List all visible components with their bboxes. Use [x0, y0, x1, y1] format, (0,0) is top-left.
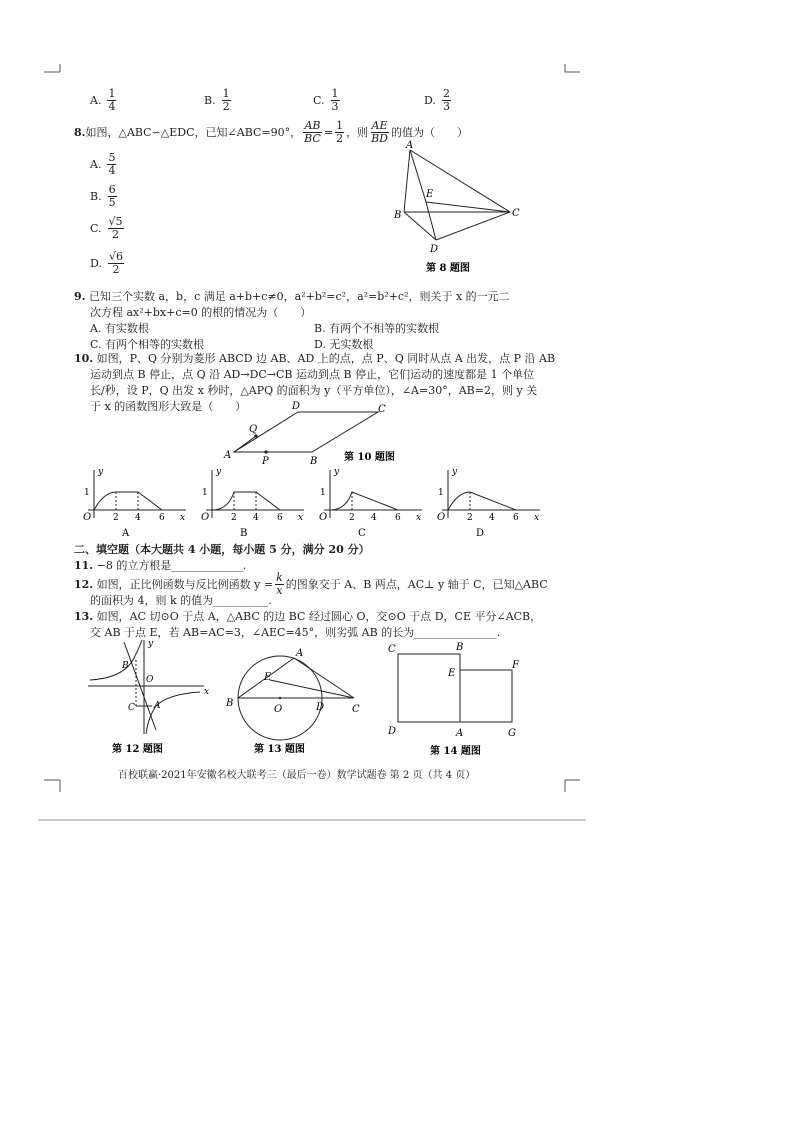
svg-text:4: 4	[489, 513, 495, 523]
svg-text:2: 2	[231, 513, 237, 523]
q9-line1: 9. 已知三个实数 a，b，c 满足 a+b+c≠0，a²+b²=c²，a²=b²+c²，则关于 x 的一元二	[74, 290, 510, 303]
q10-figure	[222, 400, 422, 470]
q12-label-o: O	[146, 675, 154, 685]
svg-text:1: 1	[202, 488, 208, 498]
q14-label-g: G	[508, 728, 516, 739]
q10-label-b: B	[310, 456, 318, 467]
q10-graph-b	[201, 467, 304, 539]
q8-option-c: C. $\frac{√5}{2}$	[90, 215, 123, 241]
q10-line2: 运动到点 B 停止，点 Q 沿 AD→DC→CB 运动到点 B 停止，它们运动的速度都是 1 个单位	[90, 368, 535, 381]
q9-option-b: B. 有两个不相等的实数根	[314, 322, 440, 335]
q8-caption: 第 8 题图	[426, 263, 470, 274]
svg-text:O: O	[201, 512, 210, 523]
q7-option-b: B. $\frac{1}{2}$	[204, 87, 230, 113]
svg-text:6: 6	[513, 513, 519, 523]
q10-caption: 第 10 题图	[344, 452, 395, 463]
q10-label-q: Q	[249, 424, 258, 435]
svg-text:x: x	[298, 513, 304, 523]
q14-label-c: C	[388, 644, 396, 655]
q12-label-b: B	[122, 661, 129, 671]
svg-text:x: x	[416, 513, 422, 523]
q14-label-e: E	[448, 668, 456, 679]
q12-label-c: C	[128, 703, 135, 713]
q10-graph-a	[83, 467, 186, 539]
q10-label-c: C	[378, 404, 386, 415]
q13-label-d: D	[316, 702, 325, 713]
svg-text:x: x	[534, 513, 540, 523]
svg-text:6: 6	[395, 513, 401, 523]
q8-option-b: B. $\frac{6}{5}$	[90, 183, 116, 209]
q9-option-c: C. 有两个相等的实数根	[90, 338, 205, 351]
svg-text:6: 6	[159, 513, 165, 523]
q13-label-c: C	[352, 704, 360, 715]
q14-label-f: F	[512, 660, 519, 671]
q10-label-p: P	[262, 456, 269, 467]
svg-text:1: 1	[320, 488, 326, 498]
svg-text:4: 4	[135, 513, 141, 523]
q10-line4: 于 x 的函数图形大致是（ ）	[90, 400, 247, 413]
q12-label-x: x	[204, 687, 210, 697]
svg-text:6: 6	[277, 513, 283, 523]
q14-label-d: D	[388, 726, 397, 737]
q8-label-e: E	[426, 189, 434, 200]
q8-stem: 8. 如图，△ABC∽△EDC，已知∠ABC=90°， $\frac{AB}{BC}$ = $\frac{1}{2}$ ，则 $\frac{AE}{BD}$ 的值为（ ）	[74, 119, 468, 145]
q10-graph-c	[319, 467, 422, 539]
q10-line3: 长/秒，设 P，Q 出发 x 秒时，△APQ 的面积为 y（平方单位），∠A=30°，AB=2，则 y 关	[90, 384, 538, 397]
svg-text:O: O	[319, 512, 328, 523]
q14-label-a: A	[456, 728, 464, 739]
q12-line1: 12. 如图，正比例函数与反比例函数 y = $\frac{k}{x}$ 的图象交于 A、B 两点，AC⊥ y 轴于 C，已知△ABC	[74, 571, 548, 597]
svg-text:4: 4	[371, 513, 377, 523]
svg-text:1: 1	[438, 488, 444, 498]
svg-text:2: 2	[467, 513, 473, 523]
svg-text:2: 2	[113, 513, 119, 523]
svg-text:y: y	[334, 467, 340, 477]
q14-label-b: B	[456, 642, 464, 653]
q12-caption: 第 12 题图	[112, 744, 163, 755]
q13-line2: 交 AB 于点 E，若 AB=AC=3，∠AEC=45°，则劣弧 AB 的长为_______________.	[90, 626, 501, 639]
q13-caption: 第 13 题图	[254, 744, 305, 755]
q7-option-d: D. $\frac{2}{3}$	[424, 87, 450, 113]
svg-text:y: y	[98, 467, 104, 477]
page-footer: 百校联赢·2021年安徽名校大联考三（最后一卷）数学试题卷 第 2 页（共 4 页）	[118, 770, 476, 781]
q10-label-a: A	[224, 450, 232, 461]
q8-option-d: D. $\frac{√6}{2}$	[90, 250, 123, 276]
svg-text:C: C	[358, 528, 366, 539]
q13-label-a: A	[296, 648, 304, 659]
svg-text:4: 4	[253, 513, 259, 523]
q12-figure	[84, 638, 214, 758]
svg-text:D: D	[476, 528, 485, 539]
q8-label-a: A	[406, 140, 414, 151]
q14-figure	[384, 638, 534, 760]
q11-stem: 11. −8 的立方根是_____________.	[74, 559, 247, 572]
q13-label-e: E	[264, 672, 272, 683]
q8-option-a: A. $\frac{5}{4}$	[90, 151, 116, 177]
q12-label-y: y	[148, 639, 154, 649]
q10-line1: 10. 如图，P、Q 分别为菱形 ABCD 边 AB、AD 上的点，点 P、Q 同时从点 A 出发，点 P 沿 AB	[74, 352, 556, 365]
q13-label-b: B	[226, 698, 234, 709]
svg-text:2: 2	[349, 513, 355, 523]
q10-graph-d	[437, 467, 540, 539]
q14-caption: 第 14 题图	[430, 746, 481, 757]
svg-text:O: O	[437, 512, 446, 523]
q13-label-o: O	[274, 704, 283, 715]
q8-figure	[390, 140, 530, 280]
svg-text:y: y	[216, 467, 222, 477]
q10-answer-graphs	[70, 466, 550, 542]
section2-title: 二、填空题（本大题共 4 小题，每小题 5 分，满分 20 分）	[74, 543, 370, 556]
svg-text:y: y	[452, 467, 458, 477]
q9-option-a: A. 有实数根	[90, 322, 149, 335]
svg-text:B: B	[240, 528, 248, 539]
svg-text:1: 1	[84, 488, 90, 498]
q9-option-d: D. 无实数根	[314, 338, 374, 351]
svg-text:A: A	[122, 528, 130, 539]
q8-label-c: C	[512, 208, 520, 219]
q12-label-a: A	[154, 701, 161, 711]
q8-label-b: B	[394, 210, 402, 221]
q9-line2: 次方程 ax²+bx+c=0 的根的情况为（ ）	[90, 306, 312, 319]
svg-text:O: O	[83, 512, 92, 523]
svg-text:x: x	[180, 513, 186, 523]
q10-label-d: D	[292, 401, 301, 412]
q13-line1: 13. 如图，AC 切⊙O 于点 A，△ABC 的边 BC 经过圆心 O，交⊙O 于点 D，CE 平分∠ACB，	[74, 610, 542, 623]
q7-option-c: C. $\frac{1}{3}$	[313, 87, 339, 113]
q7-option-a: A. $\frac{1}{4}$	[90, 87, 116, 113]
q8-label-d: D	[430, 244, 439, 255]
q12-line2: 的面积为 4，则 k 的值为__________.	[90, 594, 272, 607]
q13-figure	[224, 640, 374, 760]
